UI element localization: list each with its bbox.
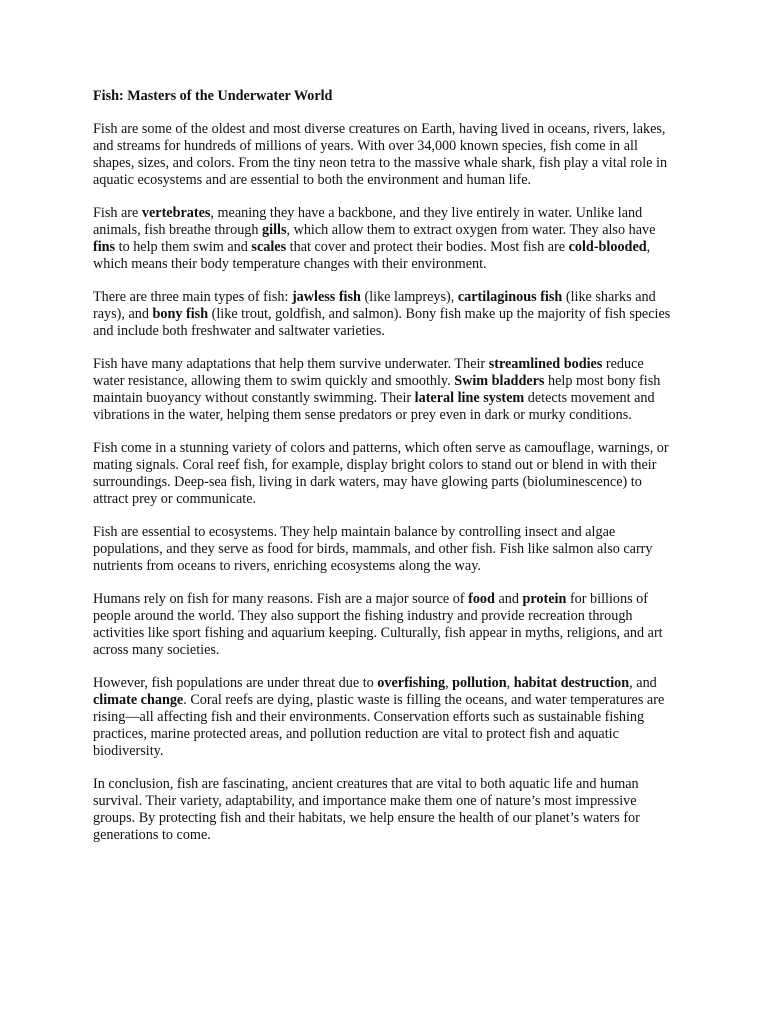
bold-term: scales [251, 239, 287, 255]
paragraph [93, 591, 675, 659]
text-run: (like trout, goldfish, and salmon). Bony fish make up the majority of fish species and include both freshwater and saltwater varieties. [93, 306, 671, 339]
text-run: Fish are [93, 205, 142, 221]
bold-term: climate change [93, 692, 184, 708]
text-run: detects movement and vibrations in the water, helping them sense predators or prey even in dark or murky conditions. [93, 390, 655, 423]
text-run: Fish come in a stunning variety of colors and patterns, which often serve as camouflage, warnings, or mating signals. Coral reef fish, for example, display bright colors to stand out or blend in with their surroundings. Deep-sea fish, living in dark waters, may have glowing parts (bioluminescence) to attract prey or communicate. [93, 440, 669, 507]
paragraph [93, 524, 675, 575]
text-run: (like sharks and rays), and [93, 289, 656, 322]
paragraph [93, 205, 675, 273]
text-run: Fish have many adaptations that help them survive underwater. Their [93, 356, 489, 372]
text-run: and [494, 591, 523, 607]
bold-term: food [468, 591, 495, 607]
text-run: , which allow them to extract oxygen from water. They also have [286, 222, 656, 238]
bold-term: lateral line system [414, 390, 525, 406]
bold-term: protein [522, 591, 567, 607]
paragraph [93, 356, 675, 424]
paragraph [93, 440, 675, 508]
bold-term: overfishing [377, 675, 446, 691]
bold-term: jawless fish [291, 289, 361, 305]
text-run: that cover and protect their bodies. Most fish are [286, 239, 569, 255]
text-run: , [506, 675, 514, 691]
text-run: Fish are essential to ecosystems. They help maintain balance by controlling insect and algae populations, and they serve as food for birds, mammals, and other fish. Fish like salmon also carry nutrients from oceans to rivers, enriching ecosystems along the way. [93, 524, 653, 574]
text-run: help most bony fish maintain buoyancy without constantly swimming. Their [93, 373, 661, 406]
document-page [93, 88, 675, 860]
bold-term: cartilaginous fish [457, 289, 563, 305]
bold-term: pollution [452, 675, 507, 691]
paragraph [93, 289, 675, 340]
text-run: , [445, 675, 453, 691]
paragraph [93, 675, 675, 760]
text-run: to help them swim and [115, 239, 252, 255]
bold-term: streamlined bodies [488, 356, 603, 372]
bold-term: habitat destruction [513, 675, 630, 691]
document-body [93, 121, 675, 844]
text-run: (like lampreys), [360, 289, 458, 305]
bold-term: vertebrates [141, 205, 211, 221]
bold-term: bony fish [152, 306, 209, 322]
text-run: In conclusion, fish are fascinating, ancient creatures that are vital to both aquatic life and human survival. Their variety, adaptability, and importance make them one of nature’s most impressive groups. By protecting fish and their habitats, we help ensure the health of our planet’s waters for generations to come. [93, 776, 640, 843]
bold-term: fins [93, 239, 116, 255]
text-run: However, fish populations are under threat due to [93, 675, 378, 691]
document-title: Fish: Masters of the Underwater World [93, 88, 333, 104]
bold-term: cold-blooded [568, 239, 647, 255]
text-run: . Coral reefs are dying, plastic waste is filling the oceans, and water temperatures are rising—all affecting fish and their environments. Conservation efforts such as sustainable fishing practices, marine protected areas, and pollution reduction are vital to protect fish and aquatic biodiversity. [93, 692, 665, 759]
bold-term: gills [262, 222, 287, 238]
text-run: There are three main types of fish: [93, 289, 292, 305]
text-run: Humans rely on fish for many reasons. Fish are a major source of [93, 591, 469, 607]
text-run: reduce water resistance, allowing them to swim quickly and smoothly. [93, 356, 644, 389]
text-run: Fish are some of the oldest and most diverse creatures on Earth, having lived in oceans, rivers, lakes, and streams for hundreds of millions of years. With over 34,000 known species, fish come in all shapes, sizes, and colors. From the tiny neon tetra to the massive whale shark, fish play a vital role in aquatic ecosystems and are essential to both the environment and human life. [93, 121, 668, 188]
text-run: for billions of people around the world. They also support the fishing industry and provide recreation through activities like sport fishing and aquarium keeping. Culturally, fish appear in myths, religions, and art across many societies. [93, 591, 663, 658]
text-run: , and [629, 675, 657, 691]
bold-term: Swim bladders [454, 373, 545, 389]
text-run: , meaning they have a backbone, and they live entirely in water. Unlike land animals, fish breathe through [93, 205, 643, 238]
text-run: , which means their body temperature changes with their environment. [93, 239, 651, 272]
paragraph [93, 776, 675, 844]
paragraph [93, 121, 675, 189]
